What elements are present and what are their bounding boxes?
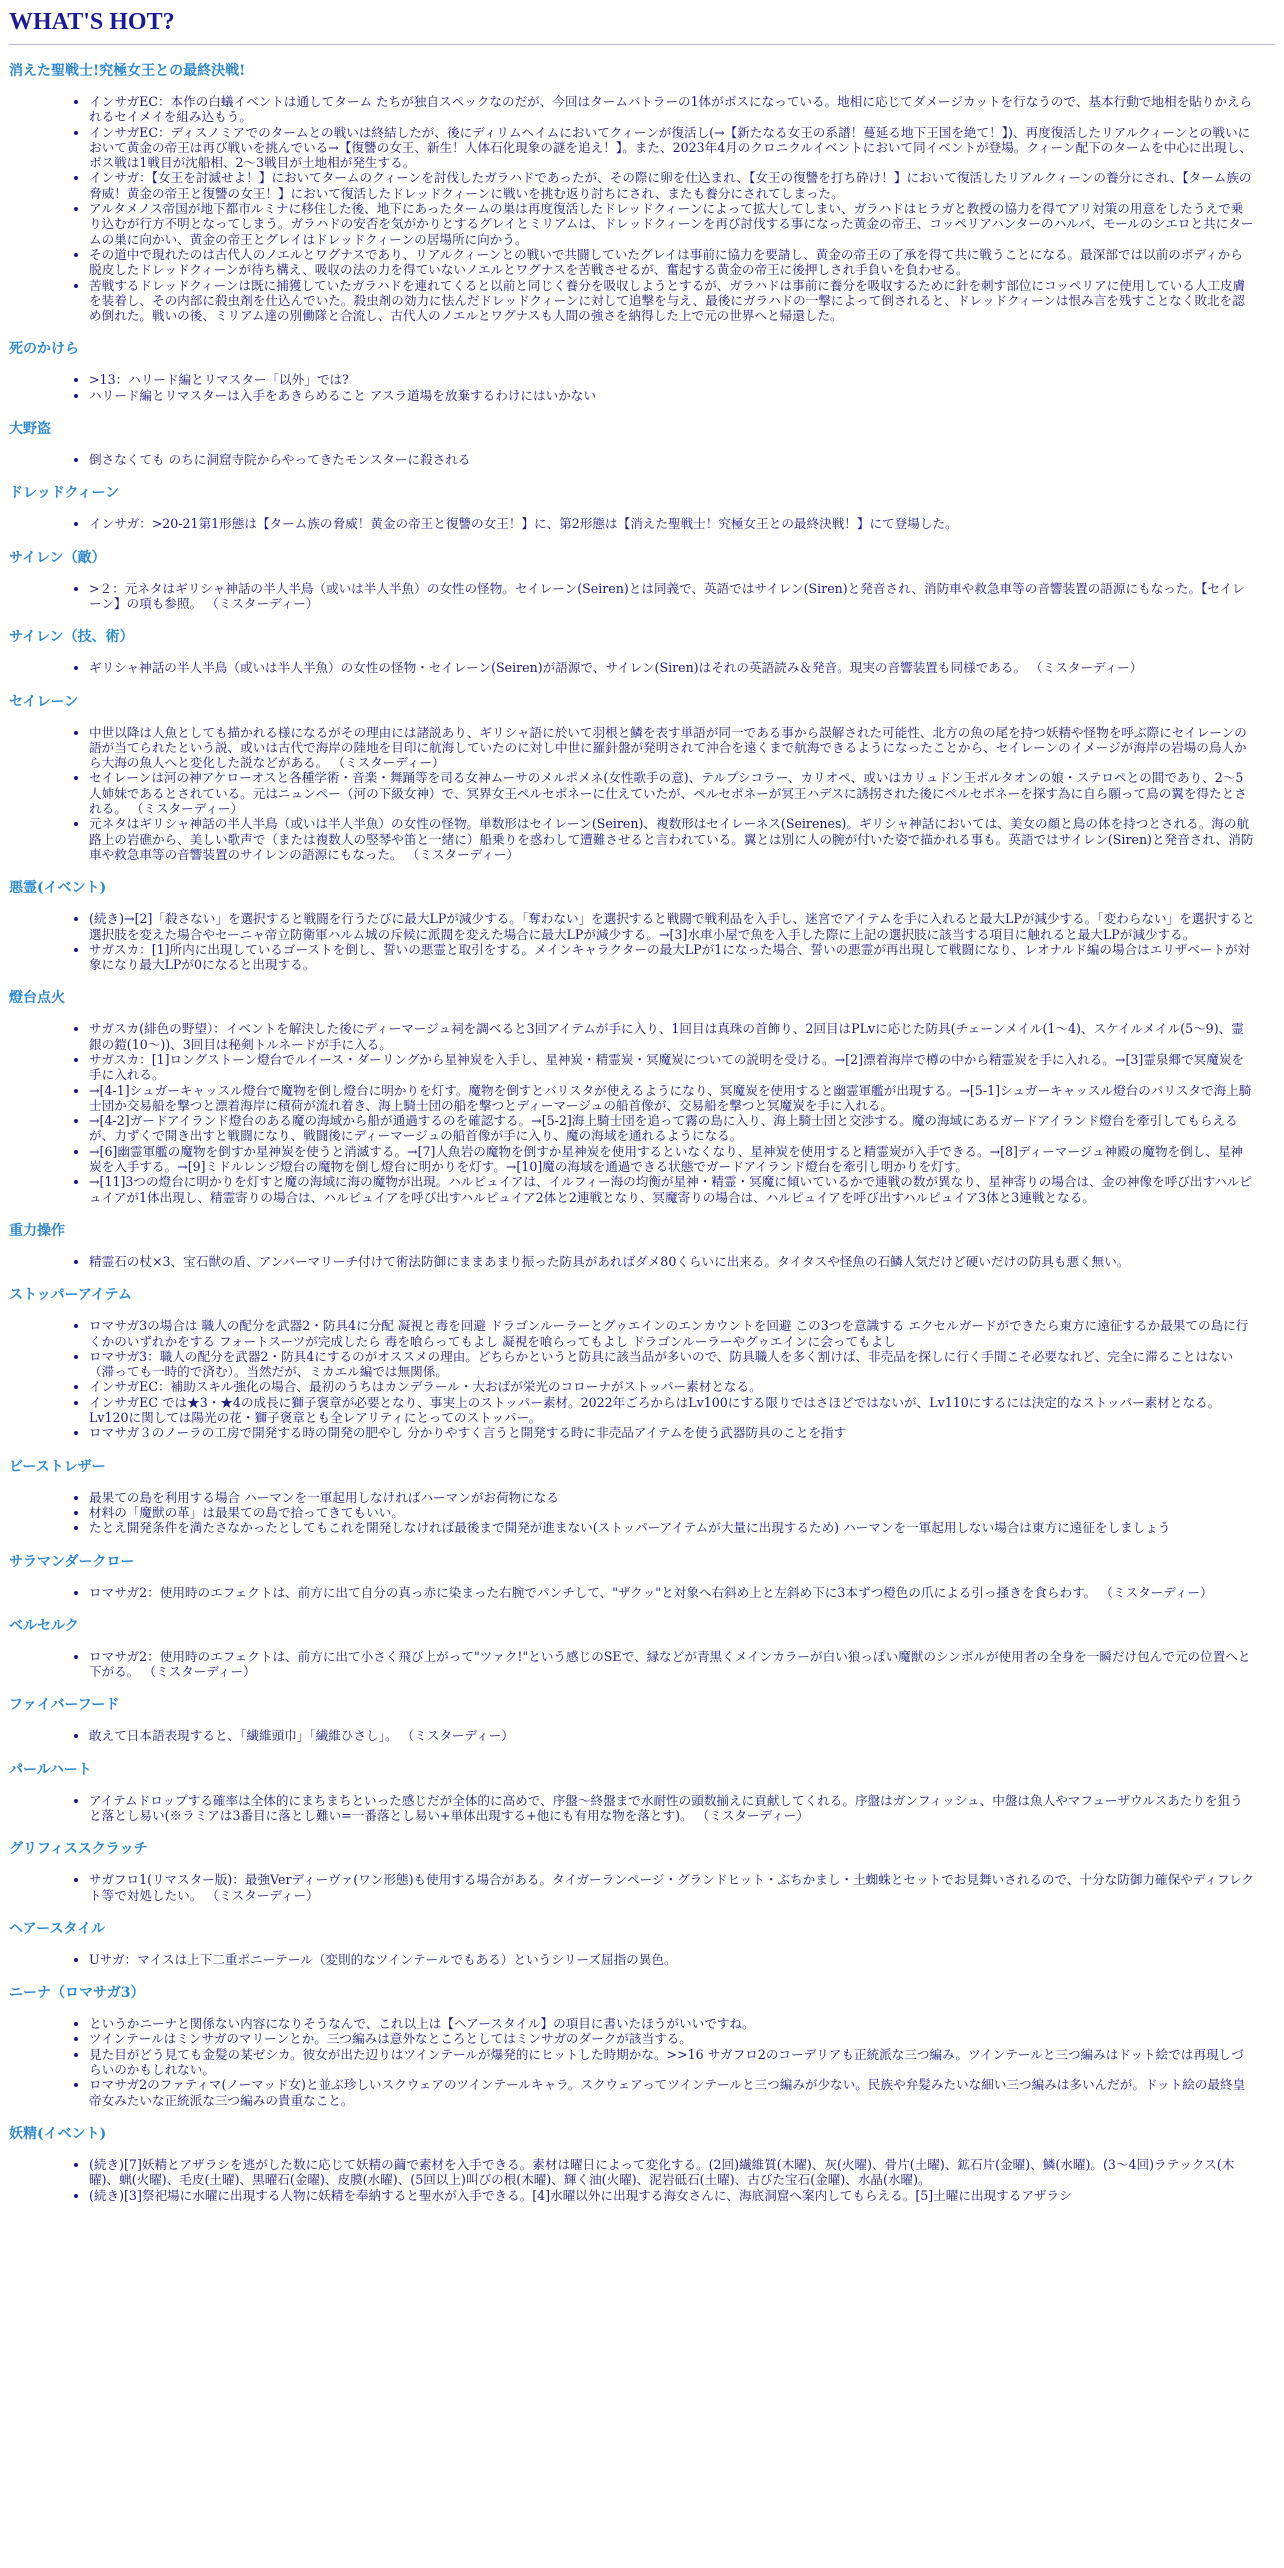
section-title[interactable]: 重力操作: [9, 1222, 65, 1239]
list-item: • 倒さなくても のちに洞窟寺院からやってきたモンスターに殺される: [89, 452, 1255, 467]
section-title[interactable]: 妖精(イベント): [9, 2125, 107, 2142]
entry-list: [9, 452, 1275, 467]
list-item: • たとえ開発条件を満たさなかったとしてもこれを開発しなければ最後まで開発が進まない(ストッパーアイテムが大量に出現するため) ハーマンを一軍起用しない場合は東方に遠征をしましょう: [89, 1520, 1255, 1535]
list-item: • アルタメノス帝国が地下都市ルミナに移住した後、地下にあったタームの巣は再度復活したドレッドクィーンによって拡大してしまい、ガラハドはヒラガと教授の協力を得てアリ対策の用意をしたうえで乗り込むが行方不明となってしまう。ガラハドの安否を気がかりとするグレイとミリアムは、ドレッドクィーンを再び討伐する事になった黄金の帝王、コッペリアハンターのハルバ、モールのシエロと共にタームの巣に向かい、黄金の帝王とグレイはドレッドクィーンの居場所に向かう。: [89, 201, 1255, 247]
section-title[interactable]: グリフィススクラッチ: [9, 1841, 148, 1858]
list-item: • (続き)[7]妖精とアザラシを逃がした数に応じて妖精の繭で素材を入手できる。素材は曜日によって変化する。(2回)繊維質(木曜)、灰(火曜)、骨片(土曜)、鉱石片(金曜)、鱗(水曜)。(3～4回)ラテックス(木曜)、蝋(火曜)、毛皮(土曜)、黒曜石(金曜)、皮膜(水曜)、(5回以上)叫びの根(木曜)、輝く油(火曜)、泥岩砥石(土曜)、古びた宝石(金曜)、水晶(水曜)。: [89, 2157, 1255, 2188]
list-item: • >13：ハリード編とリマスター「以外」では?: [89, 372, 1255, 387]
list-item: • というかニーナと関係ない内容になりそうなんで、これ以上は【ヘアースタイル】の項目に書いたほうがいいですね。: [89, 2016, 1255, 2031]
entry-list: [9, 1021, 1275, 1205]
entry-list: [9, 1952, 1275, 1967]
list-item: • ロマサガ３のノーラの工房で開発する時の開発の肥やし 分かりやすく言うと開発する時に非売品アイテムを使う武器防具のことを指す: [89, 1425, 1255, 1440]
section: [9, 1920, 1275, 1967]
list-item: • セイレーンは河の神アケローオスと各種学術・音楽・舞踊等を司る女神ムーサのメルポメネ(女性歌手の意)、テルプシコラー、カリオペ、或いはカリュドン王ポルタオンの娘・ステロペとの間であり、2～5人姉妹であるとされている。元はニュンペー（河の下級女神）で、冥界女王ペルセポネーに仕えていたが、ペルセポネーが冥王ハデスに誘拐された後にペルセポネーを探す為に自ら願って鳥の翼を得たとされる。 （ミスターディー）: [89, 770, 1255, 816]
list-item: • 敢えて日本語表現すると、「繊維頭巾」「繊維ひさし」。 （ミスターディー）: [89, 1728, 1255, 1743]
list-item: • インサガEC：本作の白蟻イベントは通してターム たちが独自スペックなのだが、今回はタームバトラーの1体がボスになっている。地相に応じてダメージカットを行なうので、基本行動で地相を貼りかえられるセイメイを組み込もう。: [89, 94, 1255, 125]
section-title[interactable]: 大野盗: [9, 421, 51, 438]
list-item: • 最果ての島を利用する場合 ハーマンを一軍起用しなければハーマンがお荷物になる: [89, 1490, 1255, 1505]
entry-list: [9, 1490, 1275, 1536]
sections-container: [9, 62, 1275, 2203]
entry-list: [9, 725, 1275, 863]
list-item: • インサガ：>20-21第1形態は【ターム族の脅威！黄金の帝王と復讐の女王！】に、第2形態は【消えた聖戦士！究極女王との最終決戦！】にて登場した。: [89, 516, 1255, 531]
entry-list: [9, 911, 1275, 972]
section: [9, 420, 1275, 467]
section: [9, 628, 1275, 675]
list-item: • →[11]3つの燈台に明かりを灯すと魔の海域に海の魔物が出現。ハルピュイアは、イルフィー海の均衡が星神・精霊・冥魔に傾いているかで連戦の数が異なり、星神寄りの場合は、金の神像を呼び出すハルピュイアが1体出現し、精霊寄りの場合は、ハルピュイアを呼び出すハルピュイア2体と2連戦となり、冥魔寄りの場合は、ハルピュイアを呼び出すハルピュイア3体と3連戦となる。: [89, 1174, 1255, 1205]
section: [9, 1286, 1275, 1440]
page-title: WHAT'S HOT?: [9, 8, 1275, 45]
entry-list: [9, 516, 1275, 531]
entry-list: [9, 660, 1275, 675]
section-title[interactable]: 悪霊(イベント): [9, 880, 107, 897]
section-title[interactable]: セイレーン: [9, 693, 79, 710]
entry-list: [9, 1318, 1275, 1440]
list-item: • インサガEC：補助スキル強化の場合、最初のうちはカンデラール・大おばが栄光のコローナがストッパー素材となる。: [89, 1379, 1255, 1394]
section-title[interactable]: 消えた聖戦士!究極女王との最終決戦!: [9, 63, 246, 79]
list-item: • 見た目がどう見ても金髪の某ゼシカ。彼女が出た辺りはツインテールが爆発的にヒットした時期かな。>>16 サガフロ2のコーデリアも正統派な三つ編み。ツインテールと三つ編みはドット絵では再現しづらいのかもしれない。: [89, 2047, 1255, 2078]
section: [9, 484, 1275, 531]
list-item: • (続き)→[2]「殺さない」を選択すると戦闘を行うたびに最大LPが減少する。「奪わない」を選択すると戦闘で戦利品を入手し、迷宮でアイテムを手に入れると最大LPが減少する。「変わらない」を選択すると選択肢を変えた場合やセーニャ帝立防衛軍ハルム城の斥候に派閥を変えた場合に最大LPが減少する。→[3]水車小屋で魚を入手した際に上記の選択肢に該当する項目に触れると最大LPが減少する。: [89, 911, 1255, 942]
entry-list: [9, 1872, 1275, 1903]
list-item: • ツインテールはミンサガのマリーンとか。三つ編みは意外なところとしてはミンサガのダークが該当する。: [89, 2031, 1255, 2046]
section-title[interactable]: パールハート: [9, 1761, 92, 1778]
section-title[interactable]: ニーナ（ロマサガ3）: [9, 1985, 145, 2002]
list-item: • 元ネタはギリシャ神話の半人半鳥（或いは半人半魚）の女性の怪物。単数形はセイレーン(Seiren)、複数形はセイレーネス(Seirenes)。ギリシャ神話においては、美女の顔と鳥の体を持つとされる。海の航路上の岩礁から、美しい歌声で（または複数人の竪琴や笛と一緒に）船乗りを惑わして遭難させると言われている。翼とは別に人の腕が付いた姿で描かれる事も。英語ではサイレン(Siren)と発音され、消防車や救急車等の音響装置のサイレンの語源にもなった。 （ミスターディー）: [89, 816, 1255, 862]
section-title[interactable]: 燈台点火: [9, 990, 65, 1007]
entry-list: [9, 94, 1275, 323]
section-title[interactable]: ドレッドクィーン: [9, 485, 120, 502]
section: [9, 549, 1275, 612]
list-item: • ギリシャ神話の半人半鳥（或いは半人半魚）の女性の怪物・セイレーン(Seiren)が語源で、サイレン(Siren)はそれの英語読み＆発音。現実の音響装置も同様である。 （ミスターディー）: [89, 660, 1255, 675]
list-item: • アイテムドロップする確率は全体的にまちまちといった感じだが全体的に高めで、序盤～終盤まで水耐性の頭数揃えに貢献してくれる。序盤はガンフィッシュ、中盤は魚人やマフューザウルスあたりを狙うと落とし易い(※ラミアは3番目に落とし難い=一番落とし易い+単体出現する+他にも有用な物を落とす)。 （ミスターディー）: [89, 1793, 1255, 1824]
entry-list: [9, 372, 1275, 403]
section: [9, 62, 1275, 323]
list-item: • サガスカ：[1]ロングストーン燈台でルイース・ダーリングから星神炭を入手し、星神炭・精霊炭・冥魔炭についての説明を受ける。→[2]漂着海岸で樽の中から精霊炭を手に入れる。→[3]霊泉郷で冥魔炭を手に入れる。: [89, 1052, 1255, 1083]
section-title[interactable]: ベルセルク: [9, 1617, 79, 1634]
entry-list: [9, 581, 1275, 612]
list-item: • →[6]幽霊軍艦の魔物を倒すか星神炭を使うと消滅する。→[7]人魚岩の魔物を倒すか星神炭を使用するといなくなり、星神炭を使用すると精霊炭が入手できる。→[8]ディーマージュ神殿の魔物を倒し、星神炭を入手する。→[9]ミドルレンジ燈台の魔物を倒し燈台に明かりを灯す。→[10]魔の海域を通過できる状態でガードアイランド燈台を牽引し明かりを灯す。: [89, 1144, 1255, 1175]
section-title[interactable]: ビーストレザー: [9, 1458, 106, 1475]
list-item: • 苦戦するドレッドクィーンは既に捕獲していたガラハドを連れてくると以前と同じく養分を吸収しようとするが、ガラハドは事前に養分を吸収するために針を刺す部位にコッペリアに使用している人工皮膚を装着し、その内部に殺虫剤を仕込んでいた。殺虫剤の効力に怯んだドレッドクィーンに対して追撃を与え、最後にガラハドの一撃によって倒されると、ドレッドクィーンは恨み言を残すことなく敗北を認め倒れた。戦いの後、ミリアム達の別働隊と合流し、古代人のノエルとワグナスも人間の強さを納得した上で元の世界へと帰還した。: [89, 278, 1255, 324]
list-item: • →[4-2]ガードアイランド燈台のある魔の海域から船が通過するのを確認する。→[5-2]海上騎士団を追って霧の島に入り、海上騎士団と交渉する。魔の海域にあるガードアイランド燈台を牽引してもらえるが、力ずくで開き出すと戦闘になり、戦闘後にディーマージュの船首像が手に入り、魔の海域を通れるようになる。: [89, 1113, 1255, 1144]
section-title[interactable]: サイレン（敵）: [9, 549, 106, 566]
section-title[interactable]: ファイバーフード: [9, 1697, 120, 1714]
section: [9, 989, 1275, 1205]
section: [9, 1696, 1275, 1743]
list-item: • ロマサガ3：職人の配分を武器2・防具4にするのがオススメの理由。どちらかというと防具に該当品が多いので、防具職人を多く割けば、非売品を探しに行く手間こそ必要なれど、完全に滞ることはない（滞っても一時的で済む）。当然だが、ミカエル編では無関係。: [89, 1349, 1255, 1380]
entry-list: [9, 1254, 1275, 1269]
list-item: • ロマサガ2：使用時のエフェクトは、前方に出て小さく飛び上がって"ツァク!"という感じのSEで、縁などが青黒くメインカラーが白い狼っぽい魔獣のシンボルが使用者の全身を一瞬だけ包んで元の位置へと下がる。 （ミスターディー）: [89, 1649, 1255, 1680]
list-item: • ロマサガ2のファティマ(ノーマッド女)と並ぶ珍しいスクウェアのツインテールキャラ。スクウェアってツインテールと三つ編みが少ない。民族や弁髪みたいな細い三つ編みは多いんだが。ドット絵の最終皇帝女みたいな正統派な三つ編みの貴重なこと。: [89, 2077, 1255, 2108]
list-item: • サガスカ：[1]所内に出現しているゴーストを倒し、誓いの悪霊と取引をする。メインキャラクターの最大LPが1になった場合、誓いの悪霊が再出現して戦闘になり、レオナルド編の場合はエリザベートが対象になり最大LPが0になると出現する。: [89, 942, 1255, 973]
entry-list: [9, 1649, 1275, 1680]
section-title[interactable]: サラマンダークロー: [9, 1553, 135, 1570]
entry-list: [9, 2157, 1275, 2203]
list-item: • その道中で現れたのは古代人のノエルとワグナスであり、リアルクィーンとの戦いで共闘していたグレイは事前に協力を要請し、黄金の帝王の了承を得て共に戦うことになる。最深部では以前のボディから脱皮したドレッドクィーンが待ち構え、吸収の法の力を得ていないノエルとワグナスを苦戦させるが、奮起する黄金の帝王に後押しされ手負いを負わせる。: [89, 247, 1255, 278]
section: [9, 2125, 1275, 2203]
list-item: • インサガ：【女王を討滅せよ！】においてタームのクィーンを討伐したガラハドであったが、その際に卵を仕込まれ、【女王の復讐を打ち砕け！】において復活したリアルクィーンの養分にされ、【ターム族の脅威！黄金の帝王と復讐の女王！】において復活したドレッドクィーンに戦いを挑む返り討ちにされ、またも養分にされてしまった。: [89, 170, 1255, 201]
list-item: • ロマサガ3の場合は 職人の配分を武器2・防具4に分配 凝視と毒を回避 ドラゴンルーラーとグゥエインのエンカウントを回避 この3つを意識する エクセルガードができたら東方に遠征するか最果ての島に行くかのいずれかをする フォートスーツが完成したら 毒を喰らってもよし 凝視を喰らってもよし ドラゴンルーラーやグゥエインに会ってもよし: [89, 1318, 1255, 1349]
section: [9, 1984, 1275, 2108]
list-item: • 中世以降は人魚としても描かれる様になるがその理由には諸説あり、ギリシャ語に於いて羽根と鱗を表す単語が同一である事から誤解された可能性、北方の魚の尾を持つ妖精や怪物を呼ぶ際にセイレーンの語が当てられたという説、或いは古代で海岸の陸地を目印に航海していたのに対し中世に羅針盤が発明されて沖合を遠くまで航海できるようになったことから、セイレーンのイメージが海岸の岩場の鳥人から大海の魚人へと変化した説などがある。 （ミスターディー）: [89, 725, 1255, 771]
list-item: • インサガEC：ディスノミアでのタームとの戦いは終結したが、後にディリムヘイムにおいてクィーンが復活し(→【新たなる女王の系譜！蔓延る地下王国を絶て！】)、再度復活したリアルクィーンとの戦いにおいて黄金の帝王は再び戦いを挑んでいる→【復讐の女王、新生！人体石化現象の謎を追え！】。また、2023年4月のクロニクルイベントにおいて同イベントが登場。クィーン配下のタームを中心に出現し、ボス戦は1戦目が沈船相、2～3戦目が土地相が発生する。: [89, 125, 1255, 171]
list-item: • (続き)[3]祭祀場に水曜に出現する人物に妖精を奉納すると聖水が入手できる。[4]水曜以外に出現する海女さんに、海底洞窟へ案内してもらえる。[5]土曜に出現するアザラシ: [89, 2188, 1255, 2203]
section-title[interactable]: ヘアースタイル: [9, 1920, 106, 1937]
section-title[interactable]: 死のかけら: [9, 341, 79, 358]
section: [9, 1840, 1275, 1903]
list-item: • サガスカ(緋色の野望）：イベントを解決した後にディーマージュ祠を調べると3回アイテムが手に入り、1回目は真珠の首飾り、2回目はPLvに応じた防具(チェーンメイル(1～4)、スケイルメイル(5～9)、霊銀の鎧(10～))、3回目は秘剣トルネードが手に入る。: [89, 1021, 1255, 1052]
entry-list: [9, 1585, 1275, 1600]
entry-list: [9, 1728, 1275, 1743]
list-item: • 精霊石の杖×3、宝石獣の盾、アンバーマリーチ付けて術法防御にままあまり振った防具があればダメ80くらいに出来る。タイタスや怪魚の石鱗人気だけど硬いだけの防具も悪く無い。: [89, 1254, 1255, 1269]
section: [9, 1222, 1275, 1269]
list-item: • ロマサガ2：使用時のエフェクトは、前方に出て自分の真っ赤に染まった右腕でパンチして、"ザクッ"と対象へ右斜め上と左斜め下に3本ずつ橙色の爪による引っ掻きを食らわす。 （ミスターディー）: [89, 1585, 1255, 1600]
list-item: • インサガEC では★3・★4の成長に獅子褒章が必要となり、事実上のストッパー素材。2022年ごろからはLv100にする限りではさほどではないが、Lv110にするには決定的なストッパー素材となる。Lv120に関しては陽光の花・獅子褒章とも全レアリティにとってのストッパー。: [89, 1395, 1255, 1426]
section-title[interactable]: ストッパーアイテム: [9, 1287, 132, 1304]
list-item: • 材料の「魔獣の革」は最果ての島で拾ってきてもいい。: [89, 1505, 1255, 1520]
list-item: • Uサガ：マイスは上下二重ポニーテール（変則的なツインテールでもある）というシリーズ屈指の異色。: [89, 1952, 1255, 1967]
entry-list: [9, 1793, 1275, 1824]
section: [9, 1761, 1275, 1824]
list-item: • サガフロ1(リマスター版)：最強Verディーヴァ(ワン形態)も使用する場合がある。タイガーランページ・グランドヒット・ぶちかまし・土蜘蛛とセットでお見舞いされるので、十分な防御力確保やディフレクト等で対処したい。 （ミスターディー）: [89, 1872, 1255, 1903]
list-item: • ハリード編とリマスターは入手をあきらめること アスラ道場を放棄するわけにはいかない: [89, 388, 1255, 403]
section: [9, 340, 1275, 403]
section: [9, 1553, 1275, 1600]
section: [9, 693, 1275, 863]
list-item: • >２：元ネタはギリシャ神話の半人半鳥（或いは半人半魚）の女性の怪物。セイレーン(Seiren)とは同義で、英語ではサイレン(Siren)と発音され、消防車や救急車等の音響装置の語源にもなった。【セイレーン】の項も参照。 （ミスターディー）: [89, 581, 1255, 612]
section: [9, 1617, 1275, 1680]
section-title[interactable]: サイレン（技、術）: [9, 629, 134, 646]
entry-list: [9, 2016, 1275, 2108]
section: [9, 879, 1275, 972]
list-item: • →[4-1]シュガーキャッスル燈台で魔物を倒し燈台に明かりを灯す。魔物を倒すとバリスタが使えるようになり、冥魔炭を使用すると幽霊軍艦が出現する。→[5-1]シュガーキャッスル燈台のバリスタで海上騎士団か交易船を撃つと漂着海岸に積荷が流れ着き、海上騎士団の船を撃つとディーマージュの船首像が、交易船を撃つと冥魔炭を手に入れる。: [89, 1083, 1255, 1114]
section: [9, 1458, 1275, 1536]
